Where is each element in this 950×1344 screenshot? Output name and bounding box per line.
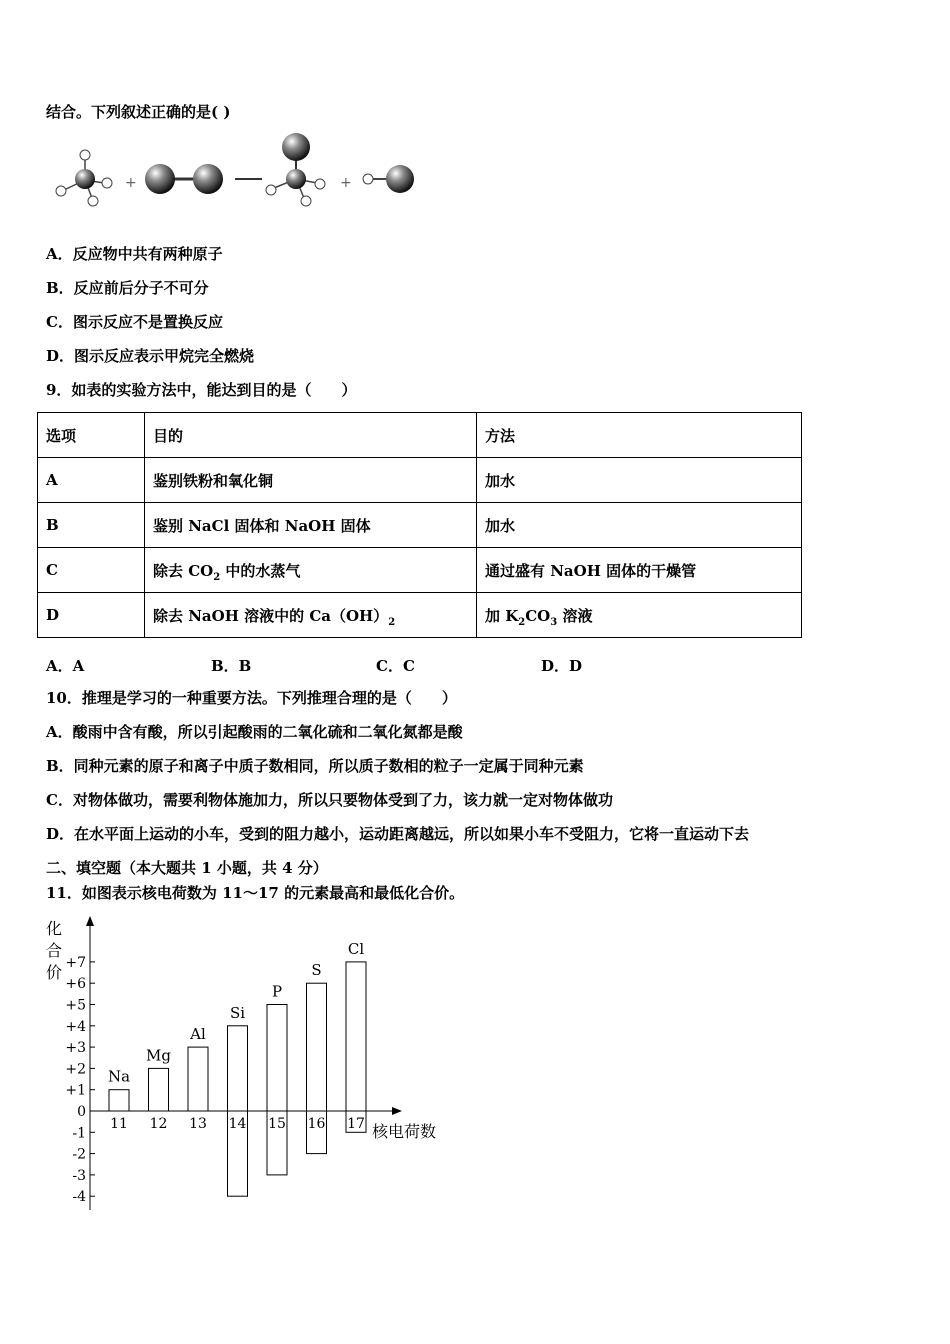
q9-answer-d: D．D [541, 657, 583, 675]
y-tick-label: +1 [65, 1082, 86, 1099]
y-tick-label: +6 [65, 976, 86, 993]
x-tick-label: 14 [228, 1116, 247, 1132]
y-tick-label: +5 [65, 997, 86, 1014]
reactant-molecule-1 [56, 150, 112, 206]
q8-option-a: A．反应物中共有两种原子 [46, 245, 223, 263]
product-molecule-1 [266, 133, 325, 206]
methane-combustion-molecule-diagram [52, 133, 422, 215]
q11-stem: 11．如图表示核电荷数为 11～17 的元素最高和最低化合价。 [46, 884, 465, 902]
row-goal: 鉴别铁粉和氧化铜 [145, 458, 477, 503]
q9-answer-b: B．B [211, 657, 252, 675]
y-tick-label: +4 [65, 1018, 86, 1035]
header-option: 选项 [38, 413, 145, 458]
y-tick-label: -4 [72, 1189, 86, 1206]
y-tick-label: -2 [72, 1146, 86, 1163]
q9-experiment-table [37, 412, 802, 638]
element-label: Si [229, 1003, 246, 1022]
q8-stem-tail: 结合。下列叙述正确的是( ) [46, 103, 231, 121]
element-label: Na [107, 1067, 131, 1086]
svg-text:+: + [340, 175, 352, 191]
row-goal: 除去 NaOH 溶液中的 $Ca(OH)_2$ [145, 593, 477, 638]
header-method: 方法 [477, 413, 802, 458]
row-option: C [38, 548, 145, 593]
q10-option-b: B．同种元素的原子和离子中质子数相同，所以质子数相的粒子一定属于同种元素 [46, 757, 584, 775]
section-title: 二、填空题（本大题共 1 小题，共 4 分） [46, 859, 328, 877]
table-row [38, 458, 802, 503]
q9-answer-c: C．C [376, 657, 415, 675]
q9-stem: 9．如表的实验方法中，能达到目的是（ ） [46, 381, 357, 399]
x-tick-label: 15 [268, 1116, 286, 1132]
y-tick-label: +7 [65, 954, 86, 971]
x-tick-label: 11 [110, 1116, 128, 1132]
q8-option-b: B．反应前后分子不可分 [46, 279, 209, 297]
element-label: P [271, 982, 283, 1001]
element-label: Cl [347, 939, 365, 958]
y-tick-label: 0 [77, 1104, 86, 1120]
q10-option-d: D．在水平面上运动的小车，受到的阻力越小，运动距离越远，所以如果小车不受阻力，它将一直运动下去 [46, 825, 750, 843]
x-tick-label: 16 [307, 1116, 326, 1132]
bar-max-valence [109, 1090, 129, 1111]
y-axis-label-char-1: 化 [46, 919, 63, 938]
y-tick-label: +3 [65, 1040, 86, 1057]
y-axis-arrow [86, 916, 94, 926]
row-method: 加 $K_2CO_3$ 溶液 [477, 593, 802, 638]
bar-max-valence [267, 1005, 287, 1112]
table-row [38, 593, 802, 638]
bar-max-valence [346, 962, 366, 1111]
svg-text:+: + [125, 175, 137, 191]
x-axis-label: 核电荷数 [372, 1122, 437, 1141]
q8-option-c: C．图示反应不是置换反应 [46, 313, 223, 331]
bar-max-valence [228, 1026, 248, 1111]
table-row [38, 503, 802, 548]
y-tick-label: -1 [72, 1125, 86, 1142]
x-tick-label: 12 [149, 1116, 168, 1132]
element-label: S [311, 961, 322, 980]
element-label: Mg [146, 1046, 171, 1065]
bar-max-valence [307, 983, 327, 1111]
q10-option-c: C．对物体做功，需要利物体施加力，所以只要物体受到了力，该力就一定对物体做功 [46, 791, 613, 809]
x-tick-label: 13 [189, 1116, 207, 1132]
row-goal: 鉴别 NaCl 固体和 NaOH 固体 [145, 503, 477, 548]
row-option: B [38, 503, 145, 548]
q8-option-d: D．图示反应表示甲烷完全燃烧 [46, 347, 255, 365]
row-option: D [38, 593, 145, 638]
y-tick-label: +2 [65, 1061, 86, 1078]
q9-answer-options [46, 655, 806, 675]
q10-stem: 10．推理是学习的一种重要方法。下列推理合理的是（ ） [46, 689, 457, 707]
table-header-row [38, 413, 802, 458]
valence-chart [42, 912, 462, 1217]
bar-max-valence [149, 1068, 169, 1111]
y-tick-label: -3 [72, 1167, 86, 1184]
x-tick-label: 17 [347, 1116, 365, 1132]
bar-max-valence [188, 1047, 208, 1111]
row-option: A [38, 458, 145, 503]
y-axis-label-char-3: 价 [46, 963, 63, 982]
reactant-molecule-2 [145, 164, 223, 194]
row-method: 加水 [477, 503, 802, 548]
y-axis-label-char-2: 合 [46, 941, 63, 960]
row-method: 通过盛有 NaOH 固体的干燥管 [477, 548, 802, 593]
element-label: Al [190, 1025, 206, 1044]
product-molecule-2 [363, 165, 414, 193]
header-goal: 目的 [145, 413, 477, 458]
q10-option-a: A．酸雨中含有酸，所以引起酸雨的二氧化硫和二氧化氮都是酸 [46, 723, 463, 741]
table-row [38, 548, 802, 593]
row-goal: 除去 $CO_2$ 中的水蒸气 [145, 548, 477, 593]
row-method: 加水 [477, 458, 802, 503]
q9-answer-a: A．A [46, 657, 85, 675]
x-axis-arrow [392, 1107, 402, 1115]
